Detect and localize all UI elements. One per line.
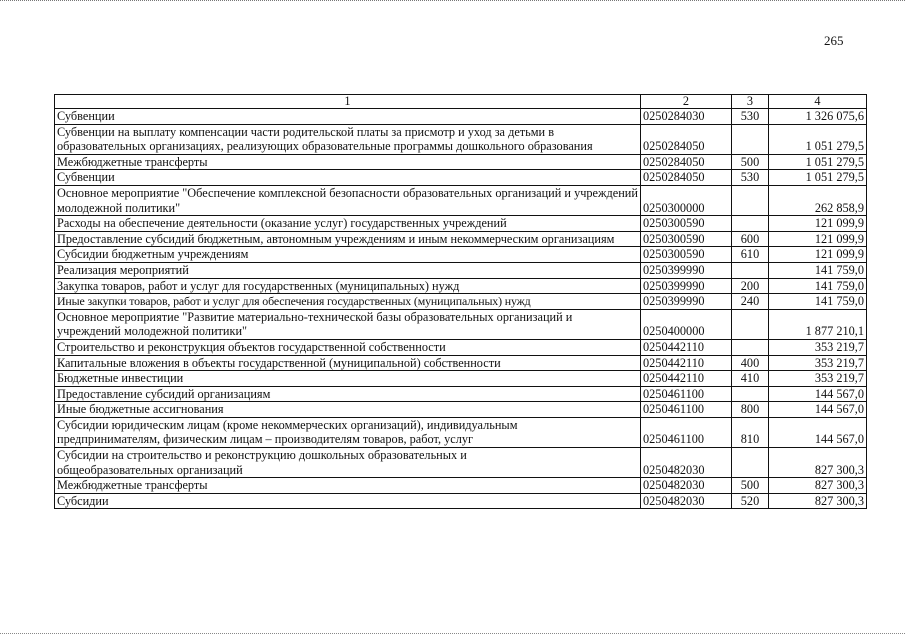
table-row bbox=[55, 278, 867, 294]
row-expense-type bbox=[732, 339, 769, 355]
row-amount: 121 099,9 bbox=[769, 247, 867, 263]
row-expense-type: 240 bbox=[732, 294, 769, 310]
row-code: 0250300590 bbox=[641, 216, 732, 232]
table-row bbox=[55, 493, 867, 509]
row-code: 0250399990 bbox=[641, 294, 732, 310]
row-code: 0250442110 bbox=[641, 339, 732, 355]
row-code: 0250284050 bbox=[641, 170, 732, 186]
row-expense-type bbox=[732, 448, 769, 478]
row-name: Субсидии юридическим лицам (кроме некоммерческих организаций), индивидуальным предпринимателям, физическим лицам – производителям товаров, работ, услуг bbox=[55, 417, 641, 447]
table-row bbox=[55, 124, 867, 154]
row-amount: 121 099,9 bbox=[769, 231, 867, 247]
table-row bbox=[55, 109, 867, 125]
table-row bbox=[55, 154, 867, 170]
row-code: 0250461100 bbox=[641, 417, 732, 447]
table-row bbox=[55, 262, 867, 278]
table-row bbox=[55, 448, 867, 478]
row-name: Иные закупки товаров, работ и услуг для обеспечения государственных (муниципальных) нужд bbox=[55, 294, 641, 310]
row-code: 0250284050 bbox=[641, 154, 732, 170]
row-name: Бюджетные инвестиции bbox=[55, 371, 641, 387]
row-expense-type: 200 bbox=[732, 278, 769, 294]
row-expense-type: 500 bbox=[732, 154, 769, 170]
row-amount: 353 219,7 bbox=[769, 355, 867, 371]
row-code: 0250399990 bbox=[641, 262, 732, 278]
row-amount: 141 759,0 bbox=[769, 294, 867, 310]
table-row bbox=[55, 339, 867, 355]
row-code: 0250300590 bbox=[641, 247, 732, 263]
table-row bbox=[55, 294, 867, 310]
row-amount: 144 567,0 bbox=[769, 386, 867, 402]
row-code: 0250300000 bbox=[641, 185, 732, 215]
row-code: 0250442110 bbox=[641, 371, 732, 387]
table-row bbox=[55, 355, 867, 371]
row-code: 0250482030 bbox=[641, 478, 732, 494]
table-row bbox=[55, 231, 867, 247]
row-name: Субвенции bbox=[55, 170, 641, 186]
column-header-3: 3 bbox=[732, 95, 769, 109]
row-code: 0250482030 bbox=[641, 493, 732, 509]
table-row bbox=[55, 309, 867, 339]
row-amount: 144 567,0 bbox=[769, 402, 867, 418]
table-row bbox=[55, 170, 867, 186]
row-code: 0250400000 bbox=[641, 309, 732, 339]
row-name: Межбюджетные трансферты bbox=[55, 154, 641, 170]
row-expense-type: 530 bbox=[732, 170, 769, 186]
row-expense-type: 520 bbox=[732, 493, 769, 509]
row-name: Предоставление субсидий организациям bbox=[55, 386, 641, 402]
column-header-4: 4 bbox=[769, 95, 867, 109]
row-name: Закупка товаров, работ и услуг для государственных (муниципальных) нужд bbox=[55, 278, 641, 294]
row-expense-type bbox=[732, 262, 769, 278]
row-amount: 1 051 279,5 bbox=[769, 154, 867, 170]
table-header-row bbox=[55, 95, 867, 109]
row-amount: 1 326 075,6 bbox=[769, 109, 867, 125]
row-expense-type: 600 bbox=[732, 231, 769, 247]
row-amount: 827 300,3 bbox=[769, 478, 867, 494]
table-row bbox=[55, 185, 867, 215]
row-expense-type: 810 bbox=[732, 417, 769, 447]
row-code: 0250300590 bbox=[641, 231, 732, 247]
row-name: Реализация мероприятий bbox=[55, 262, 641, 278]
budget-table bbox=[54, 94, 867, 509]
row-amount: 262 858,9 bbox=[769, 185, 867, 215]
row-name: Иные бюджетные ассигнования bbox=[55, 402, 641, 418]
row-expense-type: 610 bbox=[732, 247, 769, 263]
row-name: Субвенции bbox=[55, 109, 641, 125]
row-name: Межбюджетные трансферты bbox=[55, 478, 641, 494]
row-name: Субсидии bbox=[55, 493, 641, 509]
row-expense-type bbox=[732, 124, 769, 154]
table-row bbox=[55, 478, 867, 494]
row-amount: 1 051 279,5 bbox=[769, 170, 867, 186]
scan-edge-bottom bbox=[0, 633, 905, 639]
row-code: 0250284030 bbox=[641, 109, 732, 125]
table-row bbox=[55, 371, 867, 387]
table-row bbox=[55, 417, 867, 447]
row-amount: 827 300,3 bbox=[769, 448, 867, 478]
row-amount: 141 759,0 bbox=[769, 262, 867, 278]
row-amount: 144 567,0 bbox=[769, 417, 867, 447]
row-name: Основное мероприятие "Обеспечение комплексной безопасности образовательных организаций и учреждений молодежной политики" bbox=[55, 185, 641, 215]
row-expense-type bbox=[732, 216, 769, 232]
row-amount: 141 759,0 bbox=[769, 278, 867, 294]
row-expense-type bbox=[732, 185, 769, 215]
row-name: Капитальные вложения в объекты государственной (муниципальной) собственности bbox=[55, 355, 641, 371]
row-expense-type: 530 bbox=[732, 109, 769, 125]
row-code: 0250284050 bbox=[641, 124, 732, 154]
row-name: Основное мероприятие "Развитие материально-технической базы образовательных организаций и учреждений молодежной политики" bbox=[55, 309, 641, 339]
column-header-1: 1 bbox=[55, 95, 641, 109]
row-amount: 1 877 210,1 bbox=[769, 309, 867, 339]
row-expense-type bbox=[732, 309, 769, 339]
table-row bbox=[55, 386, 867, 402]
scan-edge-top bbox=[0, 0, 905, 5]
row-name: Предоставление субсидий бюджетным, автономным учреждениям и иным некоммерческим организациям bbox=[55, 231, 641, 247]
row-name: Строительство и реконструкция объектов государственной собственности bbox=[55, 339, 641, 355]
row-name: Расходы на обеспечение деятельности (оказание услуг) государственных учреждений bbox=[55, 216, 641, 232]
column-header-2: 2 bbox=[641, 95, 732, 109]
row-code: 0250482030 bbox=[641, 448, 732, 478]
table-row bbox=[55, 247, 867, 263]
row-name: Субсидии бюджетным учреждениям bbox=[55, 247, 641, 263]
row-amount: 353 219,7 bbox=[769, 371, 867, 387]
row-code: 0250461100 bbox=[641, 402, 732, 418]
row-expense-type: 400 bbox=[732, 355, 769, 371]
table-row bbox=[55, 216, 867, 232]
row-name: Субвенции на выплату компенсации части родительской платы за присмотр и уход за детьми в образовательных организациях, реализующих образовательные программы дошкольного образования bbox=[55, 124, 641, 154]
table-row bbox=[55, 402, 867, 418]
row-code: 0250442110 bbox=[641, 355, 732, 371]
row-amount: 121 099,9 bbox=[769, 216, 867, 232]
row-expense-type: 500 bbox=[732, 478, 769, 494]
row-expense-type bbox=[732, 386, 769, 402]
row-amount: 827 300,3 bbox=[769, 493, 867, 509]
row-name: Субсидии на строительство и реконструкцию дошкольных образовательных и общеобразовательных организаций bbox=[55, 448, 641, 478]
page-number: 265 bbox=[824, 33, 844, 48]
row-code: 0250399990 bbox=[641, 278, 732, 294]
row-expense-type: 800 bbox=[732, 402, 769, 418]
row-code: 0250461100 bbox=[641, 386, 732, 402]
row-amount: 353 219,7 bbox=[769, 339, 867, 355]
row-expense-type: 410 bbox=[732, 371, 769, 387]
row-amount: 1 051 279,5 bbox=[769, 124, 867, 154]
